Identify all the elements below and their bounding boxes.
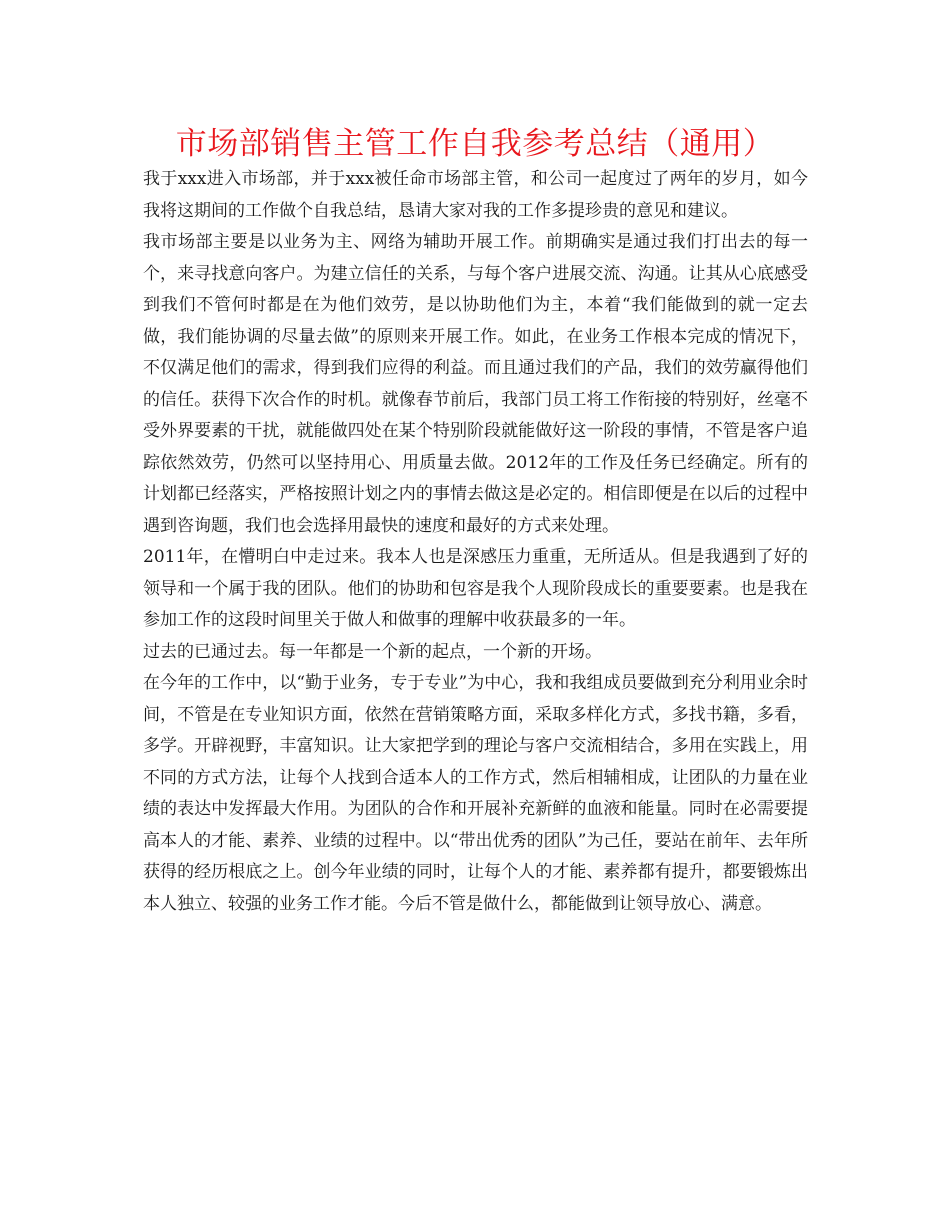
paragraph-5: 在今年的工作中，以“勤于业务，专于专业”为中心，我和我组成员要做到充分利用业余时间，不管是在专业知识方面，依然在营销策略方面，采取多样化方式，多找书籍，多看，多学。开辟视野，丰富知识。让大家把学到的理论与客户交流相结合，多用在实践上，用不同的方式方法，让每个人找到合适本人的工作方式，然后相辅相成，让团队的力量在业绩的表达中发挥最大作用。为团队的合作和开展补充新鲜的血液和能量。同时在必需要提高本人的才能、素养、业绩的过程中。以“带出优秀的团队”为己任，要站在前年、去年所获得的经历根底之上。创今年业绩的同时，让每个人的才能、素养都有提升，都要锻炼出本人独立、较强的业务工作才能。今后不管是做什么，都能做到让领导放心、满意。: [143, 673, 808, 914]
document-title: 市场部销售主管工作自我参考总结（通用）: [175, 126, 775, 162]
paragraph-2: 我市场部主要是以业务为主、网络为辅助开展工作。前期确实是通过我们打出去的每一个，来寻找意向客户。为建立信任的关系，与每个客户进展交流、沟通。让其从心底感受到我们不管何时都是在为他们效劳，是以协助他们为主，本着“我们能做到的就一定去做，我们能协调的尽量去做”的原则来开展工作。如此，在业务工作根本完成的情况下，不仅满足他们的需求，得到我们应得的利益。而且通过我们的产品，我们的效劳赢得他们的信任。获得下次合作的时机。就像春节前后，我部门员工将工作衔接的特别好，丝毫不受外界要素的干扰，就能做四处在某个特别阶段就能做好这一阶段的事情，不管是客户追踪依然效劳，仍然可以坚持用心、用质量去做。2012年的工作及任务已经确定。所有的计划都已经落实，严格按照计划之内的事情去做这是必定的。相信即便是在以后的过程中遇到咨询题，我们也会选择用最快的速度和最好的方式来处理。: [143, 232, 808, 536]
document-body: [143, 164, 808, 920]
paragraph-1: 我于xxx进入市场部，并于xxx被任命市场部主管，和公司一起度过了两年的岁月，如今我将这期间的工作做个自我总结，恳请大家对我的工作多提珍贵的意见和建议。: [143, 169, 808, 221]
paragraph-4: 过去的已通过去。每一年都是一个新的起点，一个新的开场。: [143, 641, 602, 662]
paragraph-3: 2011年，在懵明白中走过来。我本人也是深感压力重重，无所适从。但是我遇到了好的领导和一个属于我的团队。他们的协助和包容是我个人现阶段成长的重要要素。也是我在参加工作的这段时间里关于做人和做事的理解中收获最多的一年。: [143, 547, 808, 630]
